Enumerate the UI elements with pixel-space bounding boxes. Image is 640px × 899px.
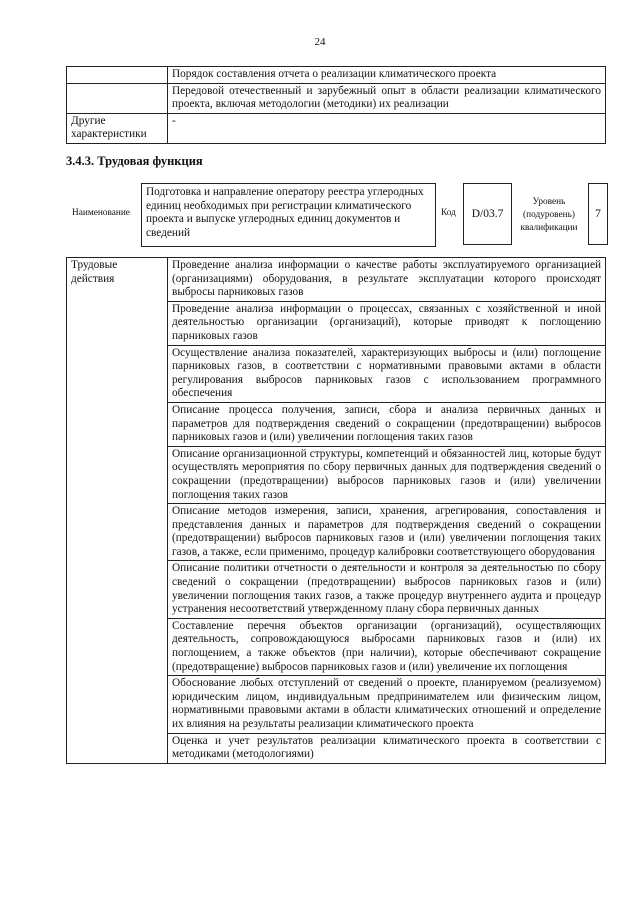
continuation-table	[66, 66, 606, 144]
function-code-value: D/03.7	[471, 208, 504, 220]
code-label: Код	[441, 208, 456, 218]
qualification-level-box	[588, 183, 608, 245]
labor-action-item: Оценка и учет результатов реализации климатического проекта в соответствии с методиками (методологиями)	[168, 733, 606, 763]
row-label	[67, 67, 168, 84]
labor-action-item: Описание процесса получения, записи, сбора и анализа первичных данных и параметров для подтверждения сведений о сокращении (предотвращении) выбросов парниковых газов и (или) увеличении поглощения таких газов	[168, 402, 606, 446]
section-heading: 3.4.3. Трудовая функция	[66, 154, 203, 168]
table-row	[67, 113, 606, 143]
labor-action-item: Проведение анализа информации о процессах, связанных с хозяйственной и иной деятельностью организации (организаций), которые приводят к поглощению парниковых газов	[168, 301, 606, 345]
labor-action-item: Обоснование любых отступлений от сведений о проекте, планируемом (реализуемом) юридическим лицом, индивидуальным предпринимателем или физическим лицом, нормативными правовыми актами в области климатических отношений и определение их влияния на результаты реализации климатического проекта	[168, 676, 606, 733]
labor-actions-table	[66, 257, 606, 764]
row-text: Передовой отечественный и зарубежный опыт в области реализации климатического проекта, включая методологии (методики) их реализации	[168, 83, 606, 113]
page-number: 24	[314, 36, 326, 48]
name-label: Наименование	[72, 208, 130, 218]
function-name-box: Подготовка и направление оператору реестра углеродных единиц необходимых при регистрации климатического проекта и выпуске углеродных единиц документов и сведений	[141, 183, 436, 247]
qualification-level-label: Уровень (подуровень) квалификации	[520, 197, 578, 233]
table-row	[67, 67, 606, 84]
labor-action-item: Описание организационной структуры, компетенций и обязанностей лиц, которые будут осуществлять мероприятия по сбору первичных данных для подтверждения сведений о сокращении (предотвращении) выбросов парниковых газов и (или) увеличении поглощения таких газов	[168, 446, 606, 503]
labor-action-item: Составление перечня объектов организации (организаций), осуществляющих деятельность, сопровождающуюся выбросами парниковых газов и (или) их поглощением, а также объектов (при наличии), которые обеспечивают сокращение (предотвращение) выбросов парниковых газов и (или) увеличение их поглощения	[168, 618, 606, 675]
row-label	[67, 83, 168, 113]
table-row	[67, 83, 606, 113]
labor-action-item: Осуществление анализа показателей, характеризующих выбросы и (или) поглощение парниковых газов, в соответствии с нормативными правовыми актами в области регулирования выбросов парниковых газов с использованием программного обеспечения	[168, 345, 606, 402]
labor-action-item: Описание методов измерения, записи, хранения, агрегирования, сопоставления и представления данных и параметров для подтверждения сведений о сокращении (предотвращении) выбросов парниковых газов и (или) увеличении поглощения таких газов, а также, если применимо, процедур калибровки соответствующего оборудования	[168, 504, 606, 561]
row-text: Порядок составления отчета о реализации климатического проекта	[168, 67, 606, 84]
qualification-level-value: 7	[595, 208, 601, 220]
labor-action-item: Проведение анализа информации о качестве работы эксплуатируемого организацией (организациями) оборудования, в результате эксплуатации которого происходят выбросы парниковых газов	[168, 258, 606, 302]
other-characteristics-value: -	[168, 113, 606, 143]
table-row	[67, 258, 606, 302]
function-code-box	[463, 183, 512, 245]
other-characteristics-label: Другие характеристики	[67, 113, 168, 143]
labor-actions-label: Трудовые действия	[67, 258, 168, 764]
labor-action-item: Описание политики отчетности о деятельности и контроля за деятельностью по сбору сведений о сокращении (предотвращении) выбросов парниковых газов и (или) увеличении поглощения таких газов, а также процедур внутреннего аудита и процедур устранения несоответствий утвержденному плану сбора первичных данных	[168, 561, 606, 618]
